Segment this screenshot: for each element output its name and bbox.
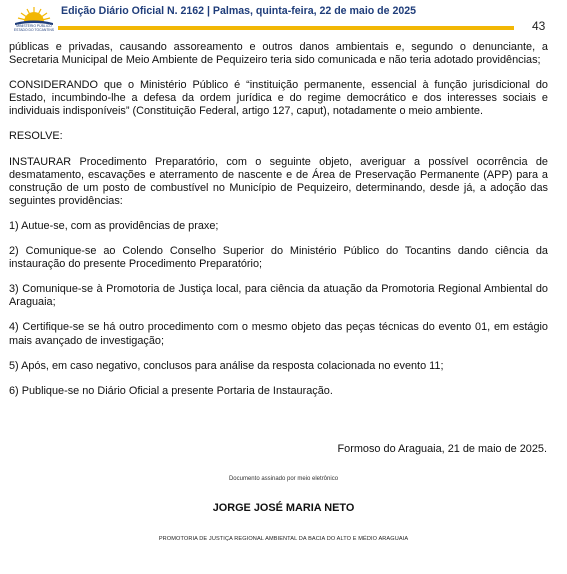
paragraph-considerando: CONSIDERANDO que o Ministério Público é “instituição permanente, essencial à função jurisdicional do Estado, incumbindo-lhe a defesa da ordem jurídica e do regime democrático e dos interesses sociais e individuais indisponíveis” (Constituição Federal, artigo 127, caput), notadamente o meio ambiente. [9,79,548,118]
provision-item: 3) Comunique-se à Promotoria de Justiça local, para ciência da atuação da Promotoria Regional Ambiental do Araguaia; [9,283,548,309]
provision-item: 5) Após, em caso negativo, conclusos para análise da resposta colacionada no evento 11; [9,359,444,372]
document-body [9,41,548,410]
page-number: 43 [532,19,546,33]
electronic-signature-note: Documento assinado por meio eletrônico [228,476,339,482]
provision-item: 4) Certifique-se se há outro procedimento com o mesmo objeto das peças técnicas do evento 01, em estágio mais avançado de investigação; [9,321,548,347]
logo-caption: MINISTÉRIO PÚBLICO ESTADO DO TOCANTINS [13,24,55,32]
sun-emblem-icon [11,4,57,26]
signer-office: PROMOTORIA DE JUSTIÇA REGIONAL AMBIENTAL DA BACIA DO ALTO E MÉDIO ARAGUAIA [158,536,409,542]
gazette-header-title: Edição Diário Oficial N. 2162 | Palmas, quinta-feira, 22 de maio de 2025 [61,5,417,17]
provision-item: 6) Publique-se no Diário Oficial a presente Portaria de Instauração. [9,384,333,397]
paragraph-context: públicas e privadas, causando assoreamento e outros danos ambientais e, segundo o denunciante, a Secretaria Municipal de Meio Ambiente de Pequizeiro teria sido comunicada e não teria adotado providências; [9,41,548,67]
paragraph-instaurar: INSTAURAR Procedimento Preparatório, com o seguinte objeto, averiguar a possível ocorrência de desmatamento, escavações e aterramento de nascente e de Área de Preservação Permanente (APP) para a construção de um posto de combustível no Município de Pequizeiro, determinando, desde já, a adoção das seguintes providências: [9,155,548,207]
header-divider [58,26,514,30]
provision-item: 2) Comunique-se ao Colendo Conselho Superior do Ministério Público do Tocantins dando ciência da instauração do presente Procedimento Preparatório; [9,245,548,271]
signer-name: JORGE JOSÉ MARIA NETO [212,502,355,514]
place-and-date: Formoso do Araguaia, 21 de maio de 2025. [337,443,547,455]
provision-item: 1) Autue-se, com as providências de praxe; [9,219,219,232]
paragraph-resolve: RESOLVE: [9,130,63,143]
mp-logo [11,4,57,34]
